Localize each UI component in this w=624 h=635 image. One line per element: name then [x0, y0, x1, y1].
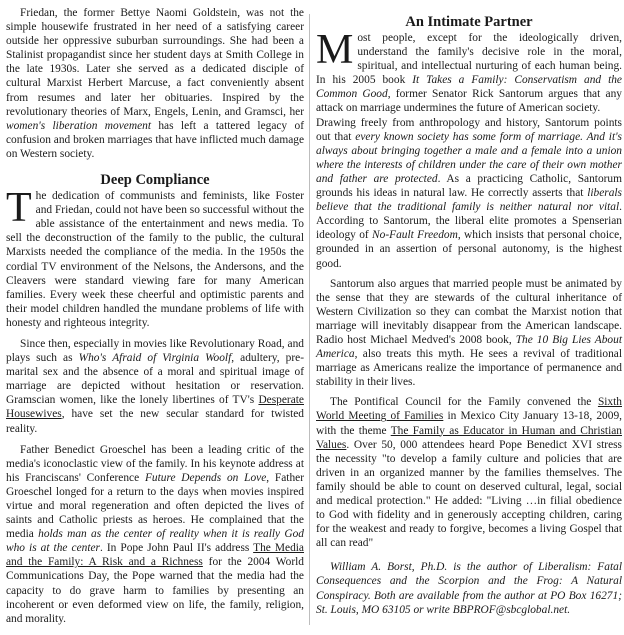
- paragraph-groeschel: Father Benedict Groeschel has been a leading critic of the media's iconoclastic view of the family. In his keynote address at his Franciscans' Conference Future Depends on Love, Father Groeschel longed for a return to the days when movies inspired virtue and moral regeneration and often depicted the lives of saints and Catholic priests as heroes. He complained that the media holds man as the center of reality when it is really God who is at the center. In Pope John Paul II's address The Media and the Family: A Risk and a Richness for the 2004 World Communications Day, the Pope warned that the media had the capacity to do grave harm to families by presenting an incoherent or even deformed view on life, the family, religion, and morality.: [6, 443, 304, 625]
- right-column: [316, 0, 622, 635]
- paragraph-pontifical-council: The Pontifical Council for the Family convened the Sixth World Meeting of Families in Mexico City January 13-18, 2009, with the theme The Family as Educator in Human and Christian Values. Over 50, 000 attendees heard Pope Benedict XVI stress the necessity "to develop a family culture and policies that are driven in an organized manner by the families themselves. The family should be able to count on deserved cultural, legal, social and medical protection." He added: "Living …in filial obedience to God with fidelity and in generously accepting children, caring for the weakest and ready to forgive, becomes a living Gospel that all can read": [316, 396, 622, 550]
- left-column: [6, 0, 304, 635]
- paragraph-most-people: Most people, except for the ideologically driven, understand the family's decisive role in the moral, spiritual, and intellectual nurturing of each human being. In his 2005 book It Takes a Family: Conservatism and the Common Good, former Senator Rick Santorum argues that any attack on marriage undermines the future of American society.: [316, 27, 622, 115]
- author-bio: William A. Borst, Ph.D. is the author of Liberalism: Fatal Consequences and the Scorpion and the Frog: A Natural Conspiracy. Both are available from the author at PO Box 16271; St. Louis, MO 63105 or write BBPROF@sbcglobal.net.: [316, 561, 622, 616]
- heading-deep-compliance: Deep Compliance: [100, 172, 210, 189]
- column-divider: [309, 14, 310, 625]
- heading-intimate-partner: An Intimate Partner: [405, 14, 533, 30]
- paragraph-friedan: Friedan, the former Bettye Naomi Goldstein, was not the simple housewife frustrated in her need of a satisfying career outside her oppressive suburban surroundings. She had been a Stalinist propagandist since her student days at Smith College in the late 1930s. Later she served as a dedicated disciple of cultural Marxist Herbert Marcuse, a fact conveniently absent from resumes and later her obituaries. Inspired by the revolutionary theories of Marx, Engels, Lenin, and Gramsci, her women's liberation movement has left a tattered legacy of confusion and broken marriages that have inflicted much damage on Western society.: [6, 7, 304, 160]
- paragraph-anthropology: Drawing freely from anthropology and history, Santorum points out that every known society has some form of marriage. And it's always about bringing together a male and a female into a union where the interests of children under the care of their own mother and father are protected. As a practicing Catholic, Santorum grounds his ideas in natural law. He correctly asserts that liberals believe that the traditional family is neither natural nor vital. According to Santorum, the liberal elite promotes a Spenserian ideology of No-Fault Freedom, which insists that personal choice, grounded in an assertion of personal autonomy, is the highest good.: [316, 116, 622, 270]
- drop-cap: T: [6, 185, 32, 232]
- paragraph-stewards: Santorum also argues that married people must be animated by the sense that they are stewards of the cultural inheritance of Western Civilization so they can combat the Marxist notion that marriage will inevitably disappear from the American landscape. Radio host Michael Medved's 2008 book, The 10 Big Lies About America, also treats this myth. He sees a revival of traditional marriage as Americans realize the importance of permanence and stability in their lives.: [316, 277, 622, 389]
- paragraph-movies: Since then, especially in movies like Revolutionary Road, and plays such as Who's Afraid of Virginia Woolf, adultery, pre-marital sex and the absence of a moral and spiritual image of marriage are depicted without hesitation or reservation. Gramscian women, like the lonely libertines of TV's Desperate Housewives, have set the new secular standard for twisted reality.: [6, 337, 304, 435]
- drop-cap: M: [316, 27, 354, 73]
- paragraph-media-dedication: The dedication of communists and feminists, like Foster and Friedan, could not have been so successful without the able assistance of the entertainment and news media. To sell the deconstruction of the family to the public, the cultural Marxists needed the compliance of the media. In the 1950s the cordial TV environment of the Nelsons, the Andersons, and the Cleavers were standard viewing fare for many American families. Every week these cheerful and optimistic parents and their model children handled the mundane problems of life with honesty and righteous integrity.: [6, 185, 304, 329]
